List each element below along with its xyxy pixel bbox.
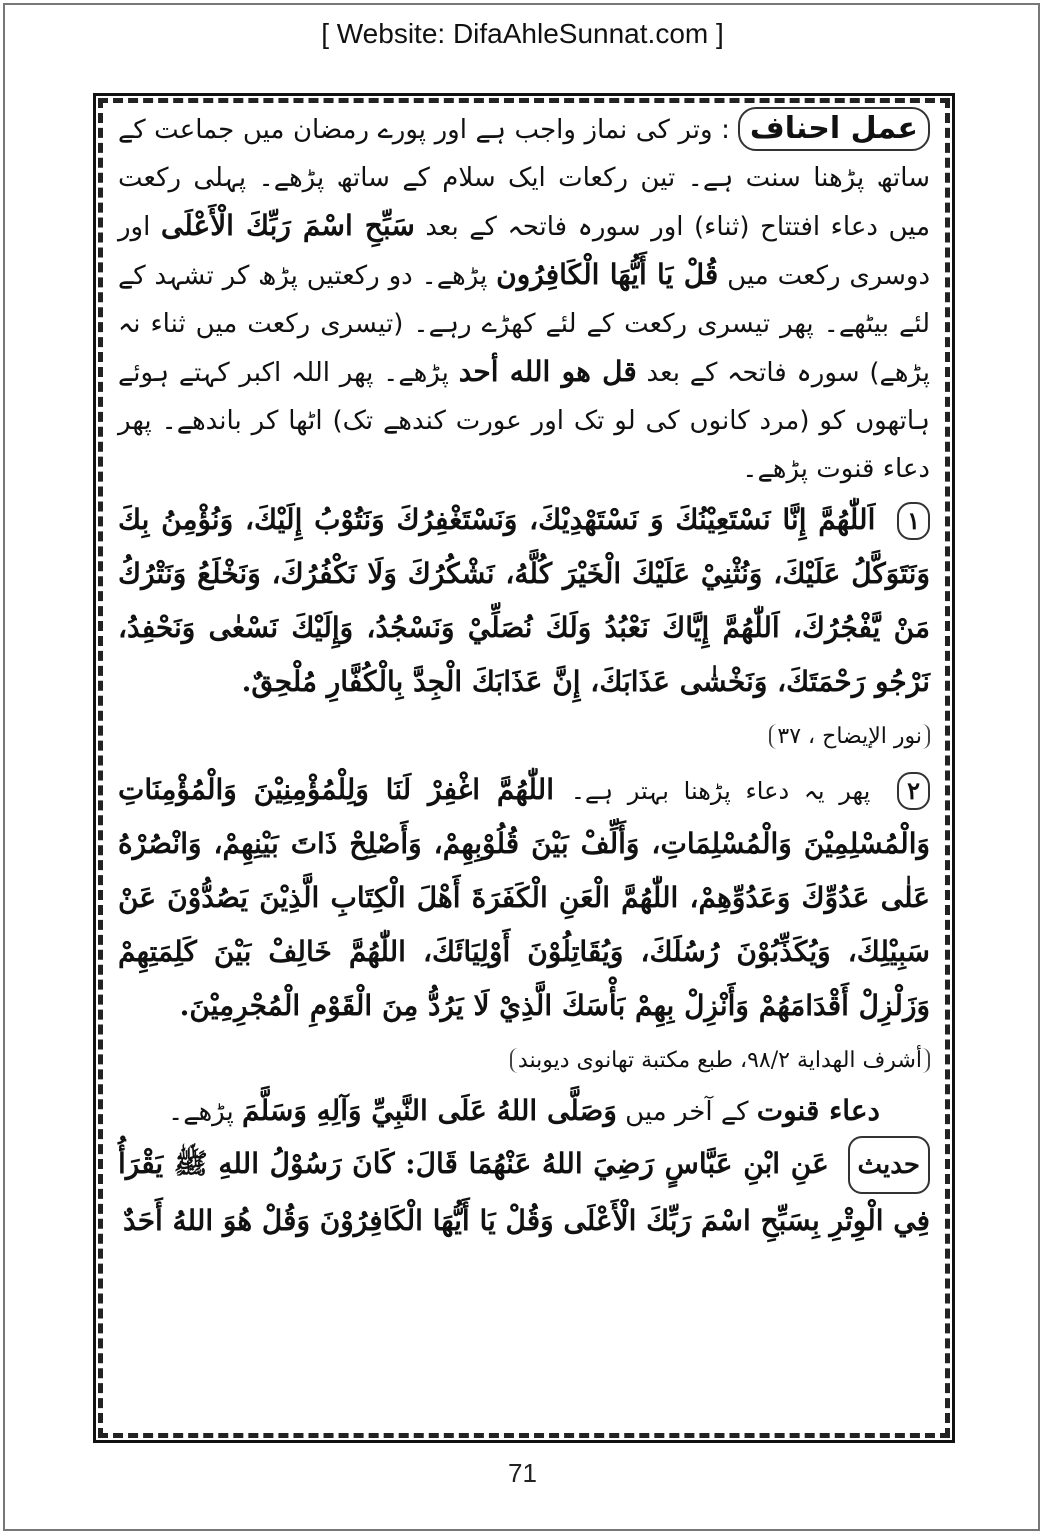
reference-noor-al-idah: نور الإيضاح ، ۳۷	[118, 717, 930, 757]
dua-number-1: ۱	[897, 502, 930, 540]
dua-text-1: اَللّٰهُمَّ إِنَّا نَسْتَعِيْنُكَ وَ نَسْتَهْدِيْكَ، وَنَسْتَغْفِرُكَ وَنَتُوْبُ إِلَيْكَ، وَنُؤْمِنُ بِكَ وَنَتَوَكَّلُ عَلَيْكَ، وَنُثْنِيْ عَلَيْكَ الْخَيْرَ كُلَّهُ، نَشْكُرُكَ وَلَا نَكْفُرُكَ، وَنَخْلَعُ وَنَتْرُكُ مَنْ يَّفْجُرُكَ، اَللّٰهُمَّ إِيَّاكَ نَعْبُدُ وَلَكَ نُصَلِّيْ وَنَسْجُدُ، وَإِلَيْكَ نَسْعٰى وَنَحْفِدُ، نَرْجُو رَحْمَتَكَ، وَنَخْشٰى عَذَابَكَ، إِنَّ عَذَابَكَ الْجِدَّ بِالْكُفَّارِ مُلْحِقٌ.	[118, 503, 930, 698]
hadith-paragraph	[118, 1136, 930, 1248]
dua-qunoot-label: دعاء قنوت	[756, 1094, 881, 1127]
salawat-text: کے آخر میں	[625, 1097, 749, 1127]
dua-intro-2: پھر یہ دعاء پڑھنا بہتر ہے۔	[570, 777, 871, 805]
salawat-instruction	[118, 1087, 930, 1136]
page-number: 71	[508, 1458, 537, 1488]
website-header: [ Website: DifaAhleSunnat.com ]	[321, 18, 724, 49]
section-amal-ahnaf	[118, 106, 930, 493]
surah-ala: سَبِّحِ اسْمَ رَبِّكَ الْأَعْلَى	[160, 209, 415, 242]
dua-qunoot-1	[118, 493, 930, 709]
page-content	[118, 106, 930, 1248]
dua-text-2: اللّٰهُمَّ اغْفِرْ لَنَا وَلِلْمُؤْمِنِيْنَ وَالْمُؤْمِنَاتِ وَالْمُسْلِمِيْنَ وَالْمُسْلِمَاتِ، وَأَلِّفْ بَيْنَ قُلُوْبِهِمْ، وَأَصْلِحْ ذَاتَ بَيْنِهِمْ، وَانْصُرْهُ عَلٰى عَدُوِّكَ وَعَدُوِّهِمْ، اللّٰهُمَّ الْعَنِ الْكَفَرَةَ أَهْلَ الْكِتَابِ الَّذِيْنَ يَصُدُّوْنَ عَنْ سَبِيْلِكَ، وَيُكَذِّبُوْنَ رُسُلَكَ، وَيُقَاتِلُوْنَ أَوْلِيَائَكَ، اللّٰهُمَّ خَالِفْ بَيْنَ كَلِمَتِهِمْ وَزَلْزِلْ أَقْدَامَهُمْ وَأَنْزِلْ بِهِمْ بَأْسَكَ الَّذِيْ لَا يَرُدُّ مِنَ الْقَوْمِ الْمُجْرِمِيْنَ.	[118, 773, 930, 1022]
section-text-3: پڑھے۔ دو رکعتیں پڑھ کر تشہد کے لئے بیٹھے۔ پھر تیسری رکعت کے لئے کھڑے رہے۔ (تیسری رکعت میں ثناء نہ پڑھے) سورہ فاتحہ کے بعد	[118, 261, 930, 388]
dua-number-2: ۲	[897, 772, 930, 810]
section-text-4: پڑھے۔ پھر اللہ اکبر کہتے ہوئے ہاتھوں کو (مرد کانوں کی لو تک اور عورت کندھے تک) اٹھا کر باندھے۔ پھر دعاء قنوت پڑھے۔	[118, 358, 930, 484]
hadith-text: عَنِ ابْنِ عَبَّاسٍ رَضِيَ اللهُ عَنْهُمَا قَالَ: كَانَ رَسُوْلُ اللهِ ﷺ يَقْرَأُ فِي الْوِتْرِ بِسَبِّحِ اسْمَ رَبِّكَ الْأَعْلَى وَقُلْ يَا أَيُّهَا الْكَافِرُوْنَ وَقُلْ هُوَ اللهُ أَحَدٌ	[118, 1147, 930, 1237]
salawat-arabic: وَصَلَّى اللهُ عَلَى النَّبِيِّ وَآلِهِ وَسَلَّمَ	[242, 1094, 617, 1127]
section-text-2: اور دوسری رکعت میں	[118, 212, 931, 291]
hadith-label: حديث	[848, 1136, 931, 1194]
section-title: عمل احناف	[738, 107, 930, 151]
dua-qunoot-2	[118, 763, 930, 1033]
surah-ikhlas: قل هو الله أحد	[458, 355, 637, 388]
title-colon: :	[721, 115, 730, 145]
reference-ashraf-al-hidaya: أشرف الهداية ۹۸/۲، طبع مكتبة تهانوى ديوبند	[118, 1041, 930, 1081]
salawat-end: پڑھے۔	[167, 1097, 234, 1127]
section-text: وتر کی نماز واجب ہے اور پورے رمضان میں جماعت کے ساتھ پڑھنا سنت ہے۔ تین رکعات ایک سلام کے ساتھ پڑھے۔ پہلی رکعت میں دعاء افتتاح (ثناء) اور سورہ فاتحہ کے بعد	[118, 115, 931, 242]
surah-kafirun: قُلْ يَا أَيُّهَا الْكَافِرُون	[496, 258, 719, 291]
